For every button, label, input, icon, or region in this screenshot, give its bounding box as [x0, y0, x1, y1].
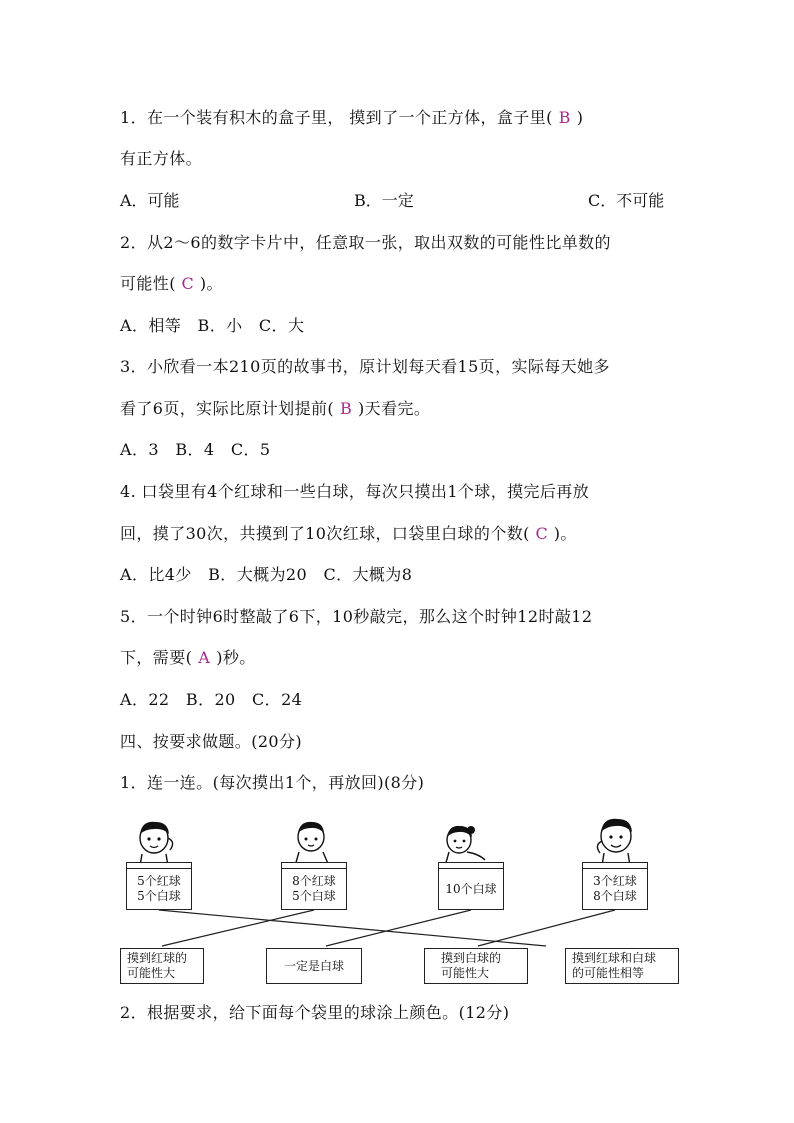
answer-box-2-line1: 一定是白球: [283, 958, 344, 973]
q4-answer: C: [535, 524, 549, 543]
answer-box-1: [120, 948, 204, 984]
answer-box-3-line1: 摸到白球的: [441, 951, 502, 965]
q1-option-c: C．不可能: [588, 191, 665, 210]
box-2-white: 5个白球: [292, 889, 336, 903]
answer-box-2: [266, 948, 362, 984]
box-2-red: 8个红球: [292, 874, 336, 888]
q1-stem-end: ): [576, 108, 584, 127]
answer-box-4-line1: 摸到红球和白球: [572, 951, 657, 965]
q4-line1: 4. 口袋里有4个红球和一些白球，每次只摸出1个球，摸完后再放: [120, 482, 590, 501]
q1-option-a: A．可能: [120, 191, 180, 210]
q5-line1: 5．一个时钟6时整敲了6下，10秒敲完，那么这个时钟12时敲12: [120, 607, 593, 626]
q1-answer: B: [558, 108, 571, 127]
q4-options: A．比4少 B．大概为20 C．大概为8: [120, 565, 413, 584]
q4-stem: 回，摸了30次，共摸到了10次红球，口袋里白球的个数(: [120, 524, 530, 543]
q1-line2: 有正方体。: [120, 149, 203, 168]
box-4-white: 8个白球: [593, 889, 637, 903]
q3-answer: B: [339, 399, 353, 418]
answer-box-3-line2: 可能性大: [441, 966, 490, 980]
q2-line1: 2．从2～6的数字卡片中，任意取一张，取出双数的可能性比单数的: [120, 233, 611, 252]
q3-line1: 3．小欣看一本210页的故事书，原计划每天看15页，实际每天她多: [120, 357, 610, 376]
q5-stem-end: )秒。: [216, 648, 256, 667]
q2-stem: 可能性(: [120, 274, 176, 293]
q3-stem: 看了6页，实际比原计划提前(: [120, 399, 335, 418]
answer-box-4: [565, 948, 679, 984]
match-line-2: [162, 910, 314, 946]
q3-options: A．3 B．4 C．5: [120, 440, 271, 459]
answer-box-1-line1: 摸到红球的: [127, 951, 188, 965]
q5-answer: A: [198, 648, 211, 667]
section4-item1: 1．连一连。(每次摸出1个，再放回)(8分): [120, 773, 425, 792]
section4-title: 四、按要求做题。(20分): [120, 732, 303, 751]
box-1-red: 5个红球: [137, 874, 181, 888]
box-3-white: 10个白球: [445, 881, 497, 896]
q1-stem: 1．在一个装有积木的盒子里， 摸到了一个正方体，盒子里(: [120, 108, 553, 127]
q3-stem-end: )天看完。: [358, 399, 431, 418]
answer-box-1-line2: 可能性大: [127, 966, 176, 980]
match-line-1: [159, 910, 546, 946]
q2-answer: C: [181, 274, 195, 293]
answer-box-4-line2: 的可能性相等: [572, 966, 645, 980]
q2-stem-end: )。: [199, 274, 223, 293]
q4-stem-end: )。: [553, 524, 577, 543]
q1-option-b: B．一定: [354, 191, 414, 210]
box-1-white: 5个白球: [137, 889, 181, 903]
section4-item2: 2．根据要求，给下面每个袋里的球涂上颜色。(12分): [120, 1003, 510, 1022]
q5-stem: 下，需要(: [120, 648, 193, 667]
box-4-red: 3个红球: [593, 874, 637, 888]
answer-box-3: [424, 948, 528, 984]
q2-options: A．相等 B．小 C．大: [120, 316, 305, 335]
match-line-4: [478, 910, 615, 946]
q5-options: A．22 B．20 C．24: [120, 690, 303, 709]
